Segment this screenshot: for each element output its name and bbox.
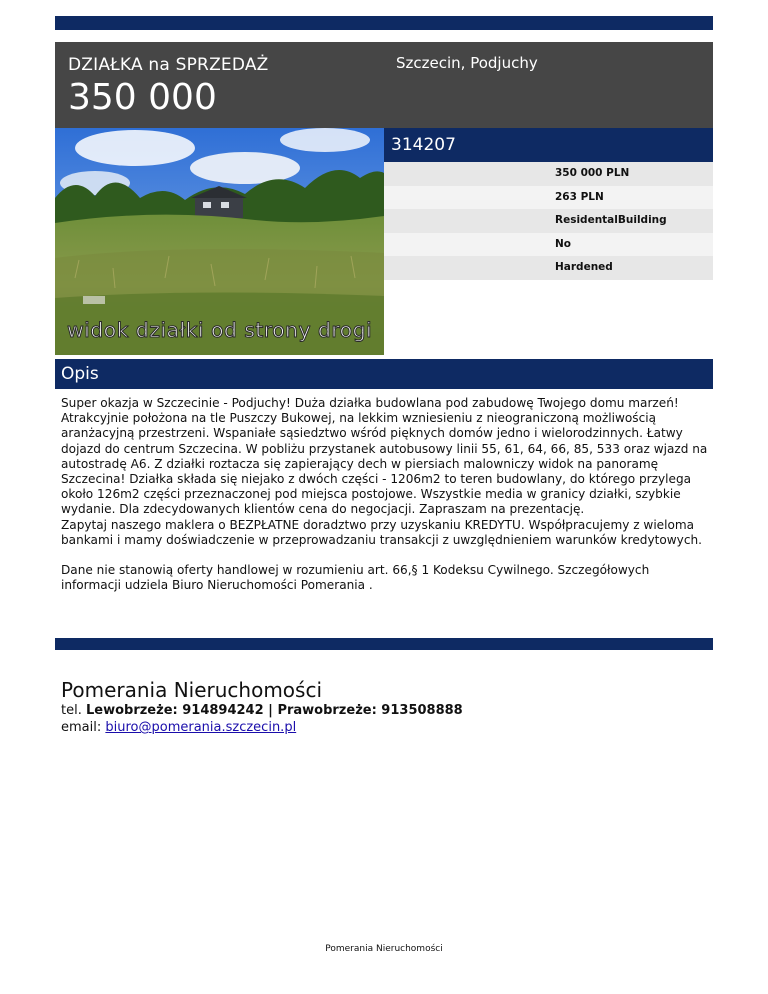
detail-row-price: 350 000 PLN <box>384 162 713 186</box>
listing-header <box>55 42 713 128</box>
section-divider-bar <box>55 638 713 650</box>
agency-phone-line <box>61 702 711 719</box>
description-body <box>61 396 709 593</box>
listing-location: Szczecin, Podjuchy <box>396 54 538 72</box>
phone-label: tel. <box>61 703 82 718</box>
offer-id: 314207 <box>384 128 713 162</box>
top-banner-bar <box>55 16 713 30</box>
property-photo <box>55 128 384 355</box>
agency-email-line <box>61 719 711 736</box>
details-panel <box>384 128 713 280</box>
detail-row-flag: No <box>384 233 713 257</box>
description-paragraph: Super okazja w Szczecinie - Podjuchy! Duża działka budowlana pod zabudowę Twojego domu marzeń! Atrakcyjnie położona na tle Puszczy Bukowej, na lekkim wzniesieniu z nieograniczoną możliwością aranżacyjną przestrzeni. Wspaniałe sąsiedztwo wśród pięknych domów jedno i wielorodzinnych. Łatwy dojazd do centrum Szczecina. W pobliżu przystanek autobusowy linii 55, 61, 64, 66, 85, 533 oraz wjazd na autostradę A6. Z działki roztacza się zapierający dech w piersiach malowniczy widok na panoramę Szczecina! Działka składa się niejako z dwóch części - 1206m2 to teren budowlany, do którego przylega około 126m2 części przeznaczonej pod miejsca postojowe. Wszystkie media w granicy działki, szybkie wydanie. Dla zdecydowanych klientów cena do negocjacji. Zapraszam na prezentację. <box>61 396 708 517</box>
listing-type: DZIAŁKA na SPRZEDAŻ <box>68 55 269 75</box>
phone-numbers: Lewobrzeże: 914894242 | Prawobrzeże: 913508888 <box>85 703 463 718</box>
email-link[interactable]: biuro@pomerania.szczecin.pl <box>105 720 297 735</box>
description-paragraph: Zapytaj naszego maklera o BEZPŁATNE doradztwo przy uzyskaniu KREDYTU. Współpracujemy z wieloma bankami i mamy doświadczenie w przeprowadzaniu transakcji z uwzględnieniem warunków kredytowych. <box>61 517 702 547</box>
description-heading: Opis <box>61 364 99 384</box>
agency-name: Pomerania Nieruchomości <box>61 678 323 702</box>
detail-row-building-type: ResidentalBuilding <box>384 209 713 233</box>
page-footer: Pomerania Nieruchomości <box>325 944 443 954</box>
detail-row-access-road: Hardened <box>384 256 713 280</box>
photo-caption: widok działki od strony drogi <box>67 318 373 342</box>
listing-price: 350 000 <box>68 77 217 118</box>
detail-row-price-per-m2: 263 PLN <box>384 186 713 210</box>
email-label: email: <box>61 720 102 735</box>
description-heading-bar <box>55 359 713 389</box>
disclaimer: Dane nie stanowią oferty handlowej w rozumieniu art. 66,§ 1 Kodeksu Cywilnego. Szczegółowych informacji udziela Biuro Nieruchomości Pomerania . <box>61 563 650 593</box>
agency-contact <box>61 678 711 736</box>
